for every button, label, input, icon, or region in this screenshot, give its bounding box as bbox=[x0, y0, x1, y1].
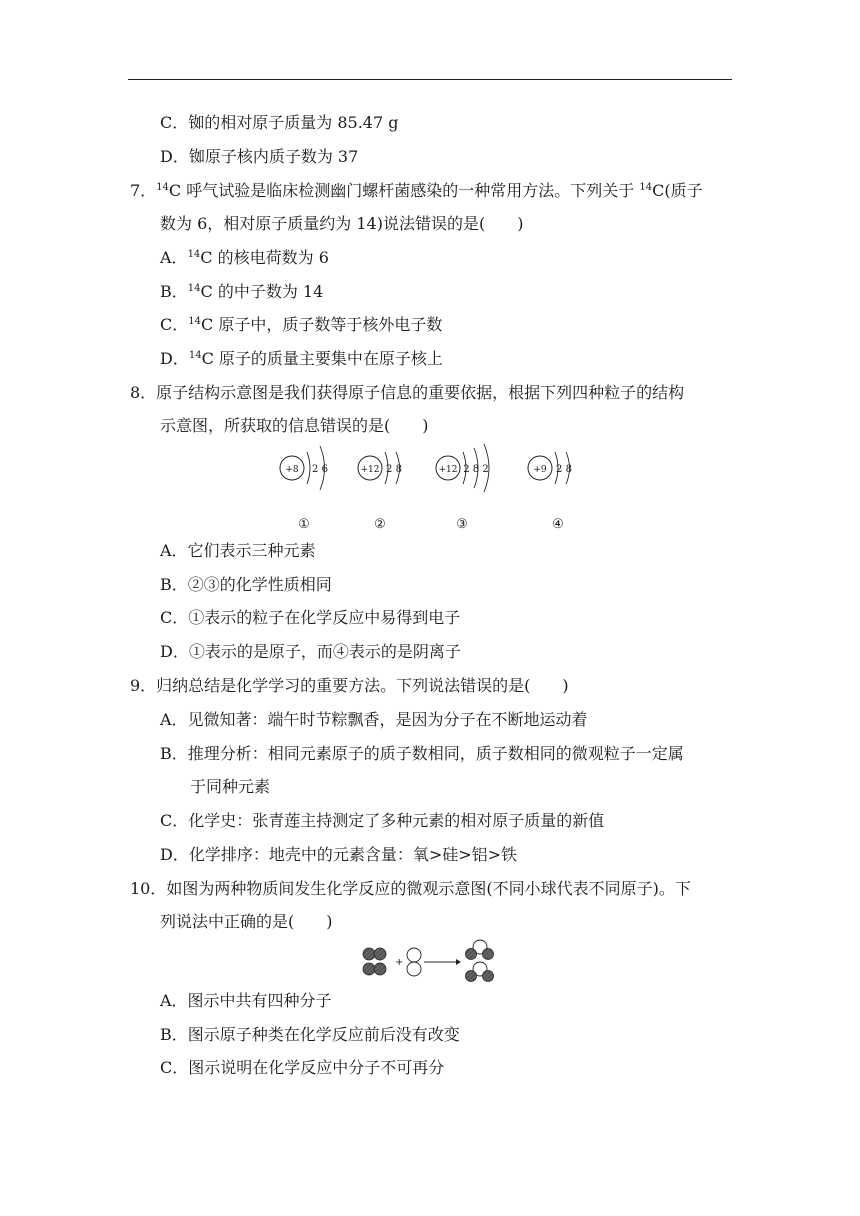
reactant-dark-molecules bbox=[363, 948, 386, 975]
q6-option-c: C．铷的相对原子质量为 85.47 g bbox=[160, 113, 399, 132]
q9-stem: 9．归纳总结是化学学习的重要方法。下列说法错误的是( ) bbox=[130, 676, 569, 695]
q8-option-d: D．①表示的是原子，而④表示的是阴离子 bbox=[160, 642, 461, 661]
q10-stem-line1: 10．如图为两种物质间发生化学反应的微观示意图(不同小球代表不同原子)。下 bbox=[130, 879, 691, 898]
reaction-micro-diagram bbox=[360, 936, 505, 986]
particle-2-shells: 2 8 bbox=[386, 464, 402, 475]
q6-option-d: D．铷原子核内质子数为 37 bbox=[160, 147, 359, 166]
q7-stem-text: C 呼气试验是临床检测幽门螺杆菌感染的一种常用方法。下列关于 bbox=[168, 181, 640, 200]
particle-3-label: ③ bbox=[456, 517, 468, 532]
particle-3-nucleus: +12 bbox=[438, 465, 458, 475]
q8-option-a: A．它们表示三种元素 bbox=[160, 541, 316, 560]
particle-4-nucleus: +9 bbox=[533, 465, 547, 475]
particle-2-diagram bbox=[358, 452, 402, 484]
atomic-structure-diagrams bbox=[270, 440, 600, 532]
q9-option-c: C．化学史：张青莲主持测定了多种元素的相对原子质量的新值 bbox=[160, 811, 605, 830]
q9-option-d: D．化学排序：地壳中的元素含量：氧>硅>铝>铁 bbox=[160, 845, 518, 864]
reaction-arrow-icon bbox=[424, 959, 461, 965]
particle-1-nucleus: +8 bbox=[285, 465, 299, 475]
particle-1-shells: 2 6 bbox=[312, 464, 328, 475]
particle-2-nucleus: +12 bbox=[360, 465, 380, 475]
reactant-light-molecule bbox=[407, 948, 421, 976]
particle-3-diagram bbox=[436, 444, 489, 492]
plus-sign: + bbox=[395, 957, 404, 968]
particle-2-label: ② bbox=[374, 517, 386, 532]
q10-stem-line2: 列说法中正确的是( ) bbox=[160, 912, 333, 931]
q8-option-c: C．①表示的粒子在化学反应中易得到电子 bbox=[160, 608, 461, 627]
q7-stem-line1 bbox=[130, 181, 703, 201]
particle-4-diagram bbox=[528, 452, 572, 484]
particle-3-shells: 2 8 2 bbox=[463, 464, 489, 475]
q8-stem-line1: 8．原子结构示意图是我们获得原子信息的重要依据，根据下列四种粒子的结构 bbox=[130, 383, 685, 402]
q9-option-b-line1: B．推理分析：相同元素原子的质子数相同，质子数相同的微观粒子一定属 bbox=[160, 744, 684, 763]
particle-1-label: ① bbox=[298, 517, 310, 532]
q9-option-a: A．见微知著：端午时节粽飘香，是因为分子在不断地运动着 bbox=[160, 710, 588, 729]
product-molecules bbox=[466, 940, 494, 982]
header-rule bbox=[128, 79, 732, 80]
q7-option-d: D．$^{14}$C 原子的质量主要集中在原子核上 bbox=[160, 349, 443, 368]
q10-option-c: C．图示说明在化学反应中分子不可再分 bbox=[160, 1058, 445, 1077]
q7-stem-line2: 数为 6，相对原子质量约为 14)说法错误的是( ) bbox=[160, 214, 524, 233]
q7-number: 7． bbox=[130, 181, 157, 200]
q7-stem-text-end: C(质子 bbox=[652, 181, 703, 200]
particle-1-diagram bbox=[280, 446, 328, 490]
q8-stem-line2: 示意图，所获取的信息错误的是( ) bbox=[160, 416, 429, 435]
q8-option-b: B．②③的化学性质相同 bbox=[160, 575, 332, 594]
q7-option-b: B．$^{14}$C 的中子数为 14 bbox=[160, 282, 324, 301]
isotope-mass: 14 bbox=[639, 182, 653, 193]
isotope-mass: 14 bbox=[156, 182, 169, 193]
q10-option-a: A．图示中共有四种分子 bbox=[160, 991, 332, 1010]
q7-option-a: A．$^{14}$C 的核电荷数为 6 bbox=[160, 248, 329, 267]
q7-option-c: C．$^{14}$C 原子中，质子数等于核外电子数 bbox=[160, 315, 443, 334]
q9-option-b-line2: 于同种元素 bbox=[190, 777, 271, 796]
particle-4-shells: 2 8 bbox=[556, 464, 572, 475]
particle-4-label: ④ bbox=[552, 517, 564, 532]
q10-option-b: B．图示原子种类在化学反应前后没有改变 bbox=[160, 1025, 460, 1044]
